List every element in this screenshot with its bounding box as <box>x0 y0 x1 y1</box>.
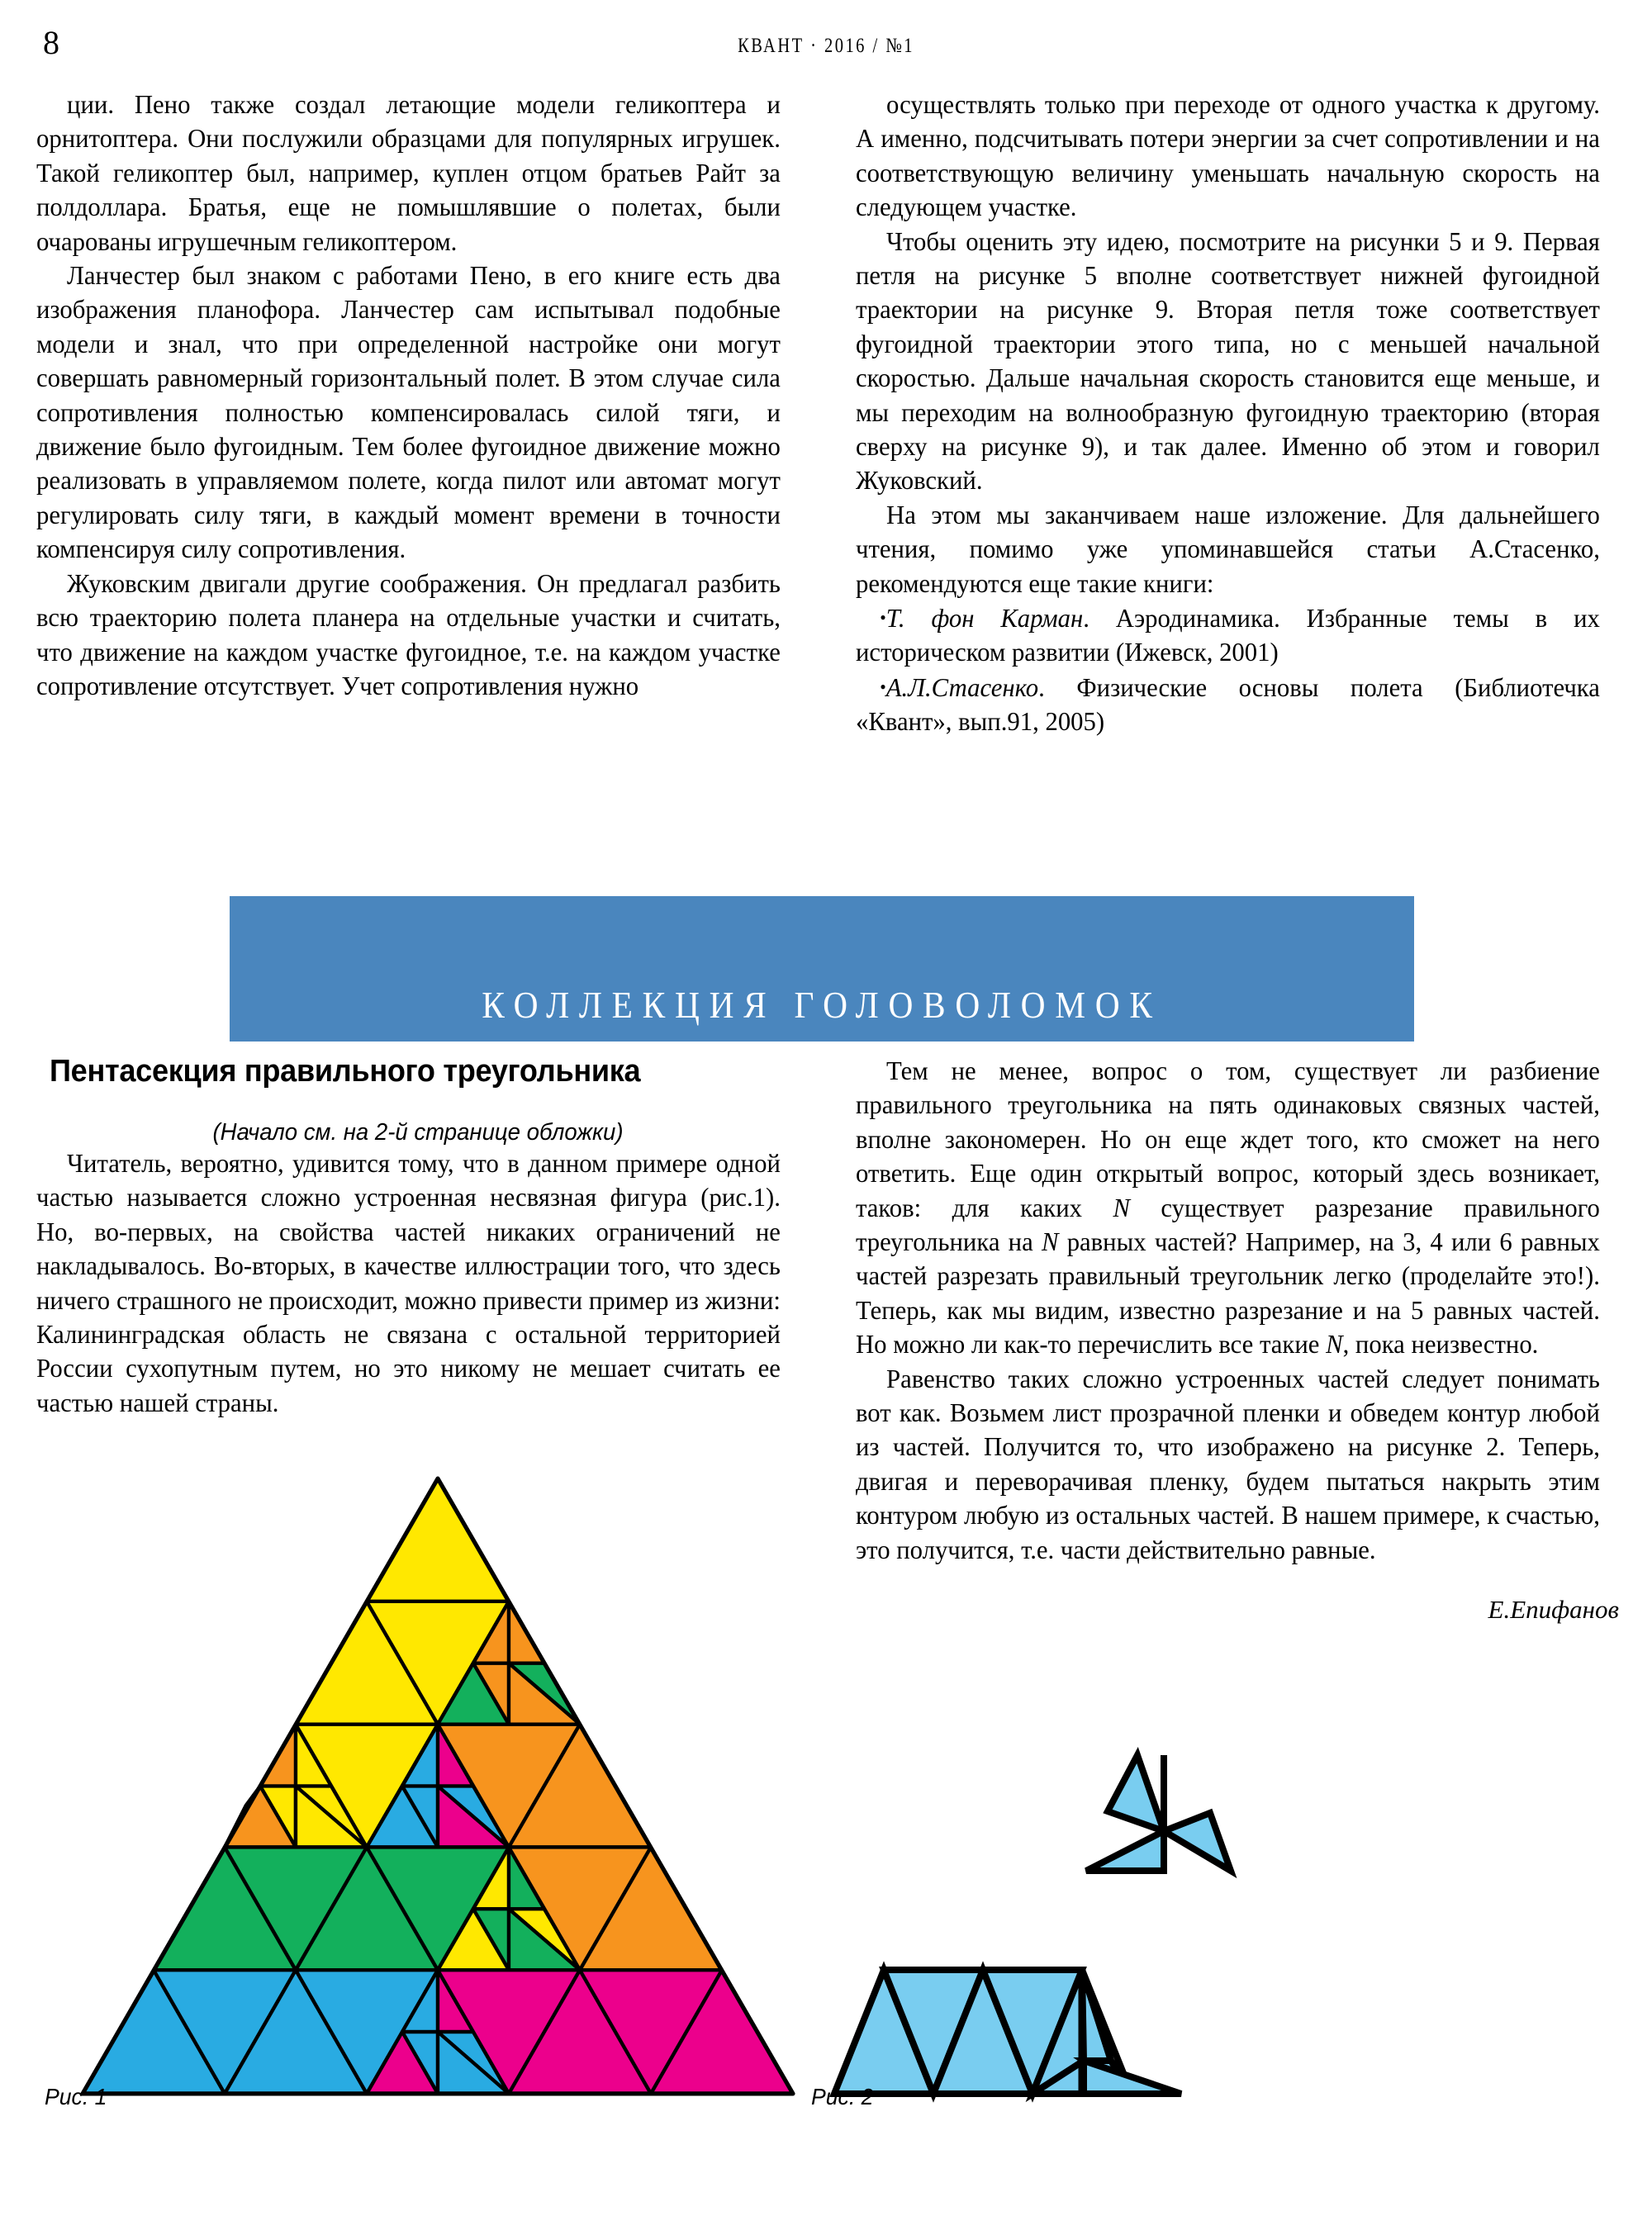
figure-2-caption: Рис. 2 <box>810 2084 874 2109</box>
math-n: N <box>1326 1330 1343 1359</box>
figure-1-caption: Рис. 1 <box>44 2084 107 2109</box>
puzzle-title: Пентасекция правильного треугольника <box>50 1054 641 1089</box>
reference-author: Т. фон Карман <box>885 604 1084 633</box>
article-columns <box>36 88 1619 739</box>
paragraph: На этом мы заканчиваем наше изложение. Для дальнейшего чтения, помимо уже упоминавшейся статьи А.Стасенко, рекомендуются еще такие книги: <box>856 500 1600 598</box>
puzzle-right-column <box>856 1054 1619 1625</box>
pinwheel-svg <box>1078 1722 1293 1900</box>
text-tail: , пока неизвестно. <box>1342 1330 1539 1359</box>
running-head: КВАНТ · 2016 / №1 <box>738 35 914 57</box>
figure-2-part-b <box>826 1962 1289 2127</box>
math-n: N <box>1041 1227 1059 1257</box>
reference-rest: . Аэродинамика. Избранные темы в их историческом развитии (Ижевск, 2001) <box>856 604 1600 667</box>
figure-1-pentasection-triangle <box>83 1478 793 2048</box>
bullet-icon: • <box>880 607 886 629</box>
paragraph: Жуковским двигали другие соображения. Он предлагал разбить всю траекторию полета планера на отдельные участки и считать, что движение на каждом участке фугоидное, т.е. на каждом участке сопротивление отсутствует. Учет сопротивления нужно <box>36 568 781 700</box>
paragraph: Равенство таких сложно устроенных частей следует понимать вот как. Возьмем лист прозрачной пленки и обведем контур любой из частей. Получится то, что изображено на рисунке 2. Теперь, двигая и переворачивая пленку, будем пытаться накрыть этим контуром любую из остальных частей. В нашем примере, к счастью, это получится, т.е. части действительно равные. <box>856 1364 1600 1564</box>
reference-item <box>856 600 1600 670</box>
text-pre: Тем не менее, вопрос о том, существует ли разбиение правильного треугольника на пять одинаковых связных частей, вполне закономерен. Но он еще ждет того, кто сможет на него ответить. Еще один открытый вопрос, который здесь возникает, таков: для каких <box>856 1056 1600 1222</box>
paragraph <box>856 1054 1600 1362</box>
text-post: равных частей? Например, на 3, 4 или 6 равных частей разрезать правильный треугольник легко (проделайте это!). Теперь, как мы видим, известно разрезание и на 5 равных частей. Но можно ли как-то перечислить все такие <box>856 1227 1600 1359</box>
bullet-icon: • <box>880 676 886 697</box>
triangle-strip-svg <box>826 1962 1289 2127</box>
paragraph: осуществлять только при переходе от одного участка к другому. А именно, подсчитывать потери энергии за счет сопротивлении и на соответствующую величину уменьшать начальную скорость на следующем участке. <box>856 90 1600 222</box>
figure-2-part-a <box>1078 1722 1293 1900</box>
reference-author: А.Л.Стасенко <box>885 672 1039 702</box>
article-left-column <box>36 88 800 739</box>
article-right-column <box>856 88 1619 739</box>
paragraph: Ланчестер был знаком с работами Пено, в его книге есть два изображения планофора. Ланчестер сам испытывал подобные модели и знал, что при определенной настройке они могут совершать равномерный горизонтальный полет. В этом случае сила сопротивления полностью компенсировалась силой тяги, и движение было фугоидным. Тем более фугоидное движение можно реализовать в управляемом полете, когда пилот или автомат могут регулировать силу тяги, в каждый момент времени в точности компенсируя силу сопротивления. <box>36 261 781 564</box>
paragraph: ции. Пено также создал летающие модели геликоптера и орнитоптера. Они послужили образцами для популярных игрушек. Такой геликоптер был, например, куплен отцом братьев Райт за полдоллара. Братья, еще не помышлявшие о полетах, были очарованы игрушечным геликоптером. <box>36 90 781 256</box>
article-author: Е.Епифанов <box>1488 1595 1619 1625</box>
page-number: 8 <box>43 24 59 61</box>
paragraph: Чтобы оценить эту идею, посмотрите на рисунки 5 и 9. Первая петля на рисунке 5 вполне соответствует нижней фугоидной траектории на рисунке 9. Вторая петля тоже соответствует фугоидной траектории этого типа, но с меньшей начальной скоростью. Дальше начальная скорость становится еще меньше, и мы переходим на волнообразную фугоидную траекторию (вторая сверху на рисунке 9), и так далее. Именно об этом и говорил Жуковский. <box>856 226 1600 496</box>
puzzle-subtitle: (Начало см. на 2-й странице обложки) <box>212 1119 624 1146</box>
math-n: N <box>1113 1193 1130 1222</box>
text-mid: существует разрезание правильного треугольника на <box>856 1193 1600 1257</box>
paragraph: Читатель, вероятно, удивится тому, что в данном примере одной частью называется сложно устроенная несвязная фигура (рис.1). Но, во-первых, на свойства частей никаких ограничений не накладывалось. Во-вторых, в качестве иллюстрации того, что здесь ничего страшного не происходит, можно привести пример из жизни: Калининградская область не связана с остальной территорией России сухопутным путем, но это никому не мешает считать ее частью нашей страны. <box>36 1149 781 1417</box>
reference-rest: . Физические основы полета (Библиотечка «Квант», вып.91, 2005) <box>856 672 1600 737</box>
reference-item <box>856 670 1600 739</box>
section-banner <box>230 896 1414 1042</box>
pentasection-svg <box>83 1478 793 2094</box>
section-banner-title: КОЛЛЕКЦИЯ ГОЛОВОЛОМОК <box>482 984 1162 1026</box>
